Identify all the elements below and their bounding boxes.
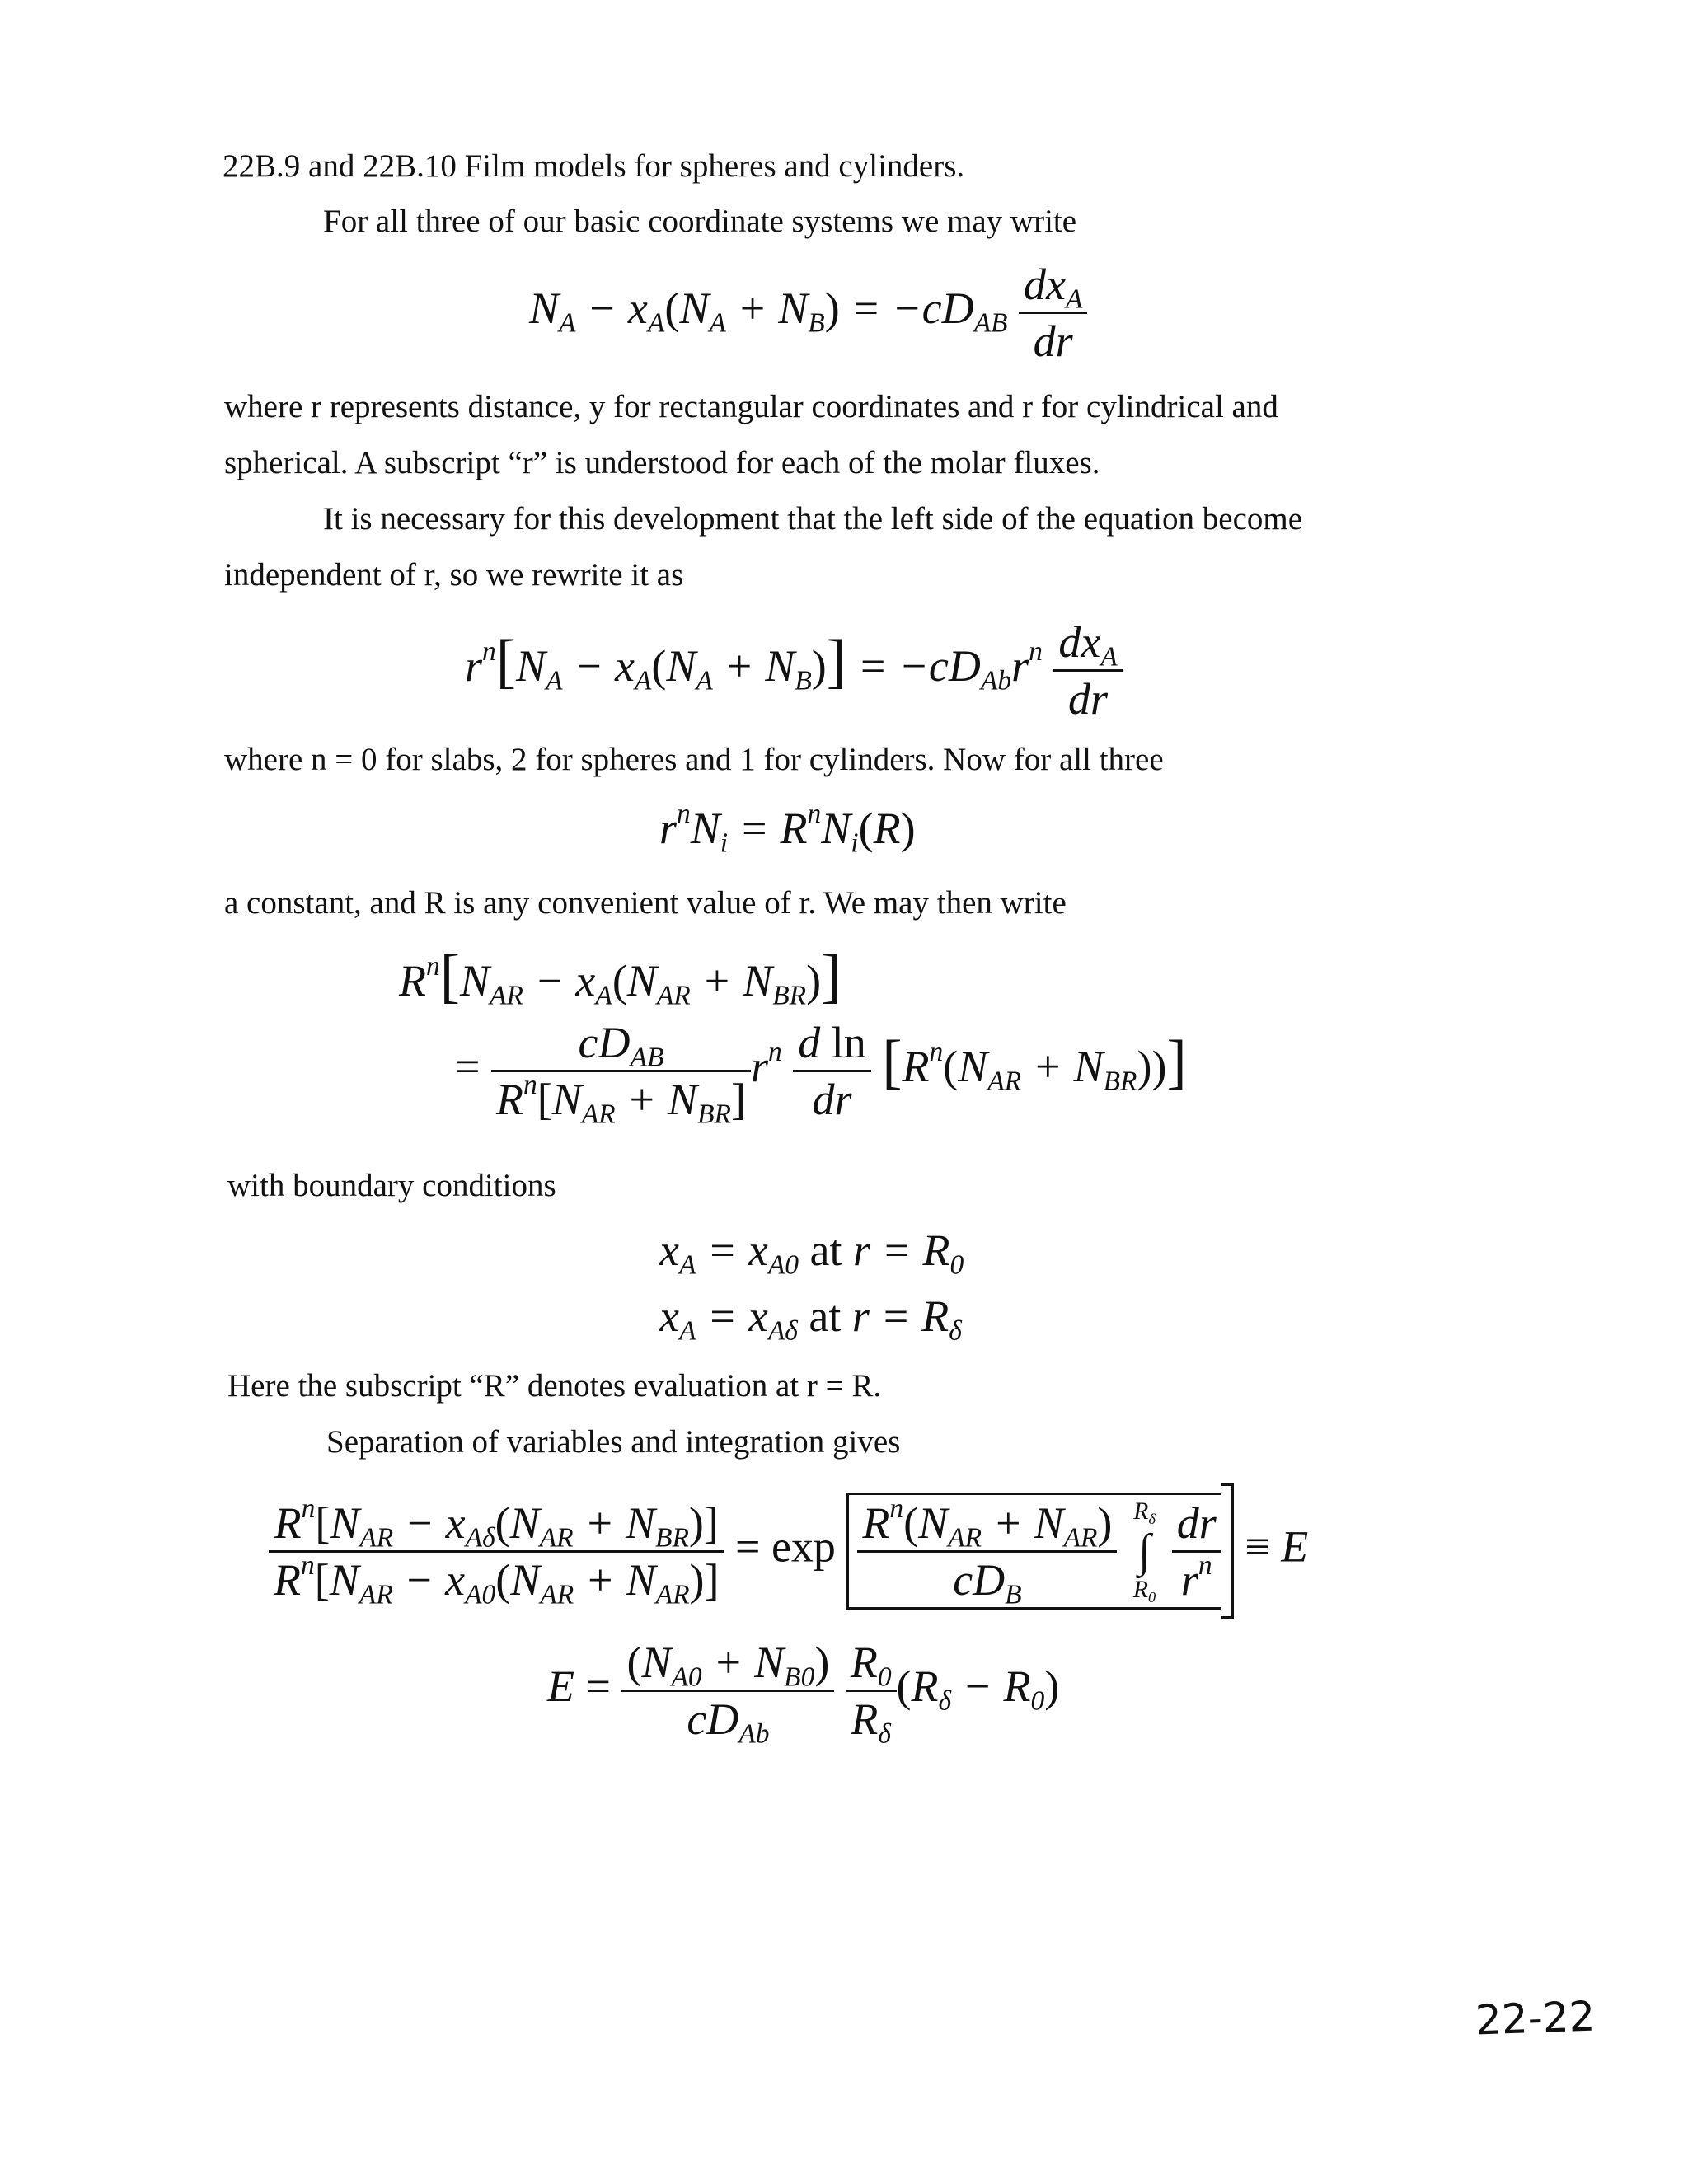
paragraph-6: with boundary conditions: [227, 1168, 556, 1203]
paragraph-4: where n = 0 for slabs, 2 for spheres and 1 for cylinders. Now for all three: [224, 742, 1164, 777]
equation-constant-flux: $r^nN_i = R^nN_i(R)$: [659, 798, 916, 859]
paragraph-7: Here the subscript “R” denotes evaluation at r = R.: [227, 1368, 882, 1404]
paragraph-2-line-1: where r represents distance, y for rectangular coordinates and r for cylindrical and: [224, 389, 1278, 424]
paragraph-3-line-2: independent of r, so we rewrite it as: [224, 557, 684, 593]
paragraph-5: a constant, and R is any convenient value of r. We may then write: [224, 885, 1067, 921]
equation-rn-flux-line-1: $R^n[N_{AR} - x_A(N_{AR} + N_{BR})]$: [399, 942, 842, 1011]
equation-rn-flux-line-2: = $\frac{cD_{AB}}{R^n[N_{AR} + N_{BR}]}$ $r^n$ $\frac{\text{d ln}}{dr}$ $[R^n(N_{AR} + N_{BR}))$]: [455, 1018, 1187, 1130]
boundary-condition-1: $x_A = x_{A0}$ at $r = R_0$: [659, 1226, 964, 1281]
equation-flux: $N_A - x_A(N_A + N_B) = -cD_{AB}$ $\frac{dx_A}{dr}$: [529, 262, 1087, 363]
equation-integrated: $\frac{R^n[N_{AR} - x_{A\delta}(N_{AR} + N_{BR})]}{R^n[N_{AR} - x_{A0}(N_{AR} + N_{AR})]}$ = exp $\frac{R^n(N_{AR} + N_{AR})}{cD_B}$ $R_\delta$ ∫ $R_0$ $\frac{dr}{r^n}$ ≡ E: [269, 1483, 1308, 1619]
section-heading: 22B.9 and 22B.10 Film models for spheres and cylinders.: [223, 148, 965, 184]
boundary-condition-2: $x_A = x_{A\delta}$ at $r = R_\delta$: [659, 1291, 962, 1347]
equation-flux-rn: $r^n[N_A - x_A(N_A + N_B)] = -cD_{Ab}r^n$ $\frac{dx_A}{dr}$: [465, 620, 1123, 721]
paragraph-8: Separation of variables and integration gives: [326, 1424, 901, 1460]
equation-e-definition: E = $\frac{(N_{A0} + N_{B0})}{cD_{Ab}}$ $\frac{R_0}{R_\delta}$ $(R_\delta - R_0)$: [547, 1638, 1060, 1750]
page-number: 22-22: [1475, 1992, 1597, 2045]
paragraph-3-line-1: It is necessary for this development that the left side of the equation become: [323, 501, 1303, 537]
paragraph-2-line-2: spherical. A subscript “r” is understood for each of the molar fluxes.: [224, 445, 1100, 480]
paragraph-1: For all three of our basic coordinate systems we may write: [323, 204, 1077, 239]
